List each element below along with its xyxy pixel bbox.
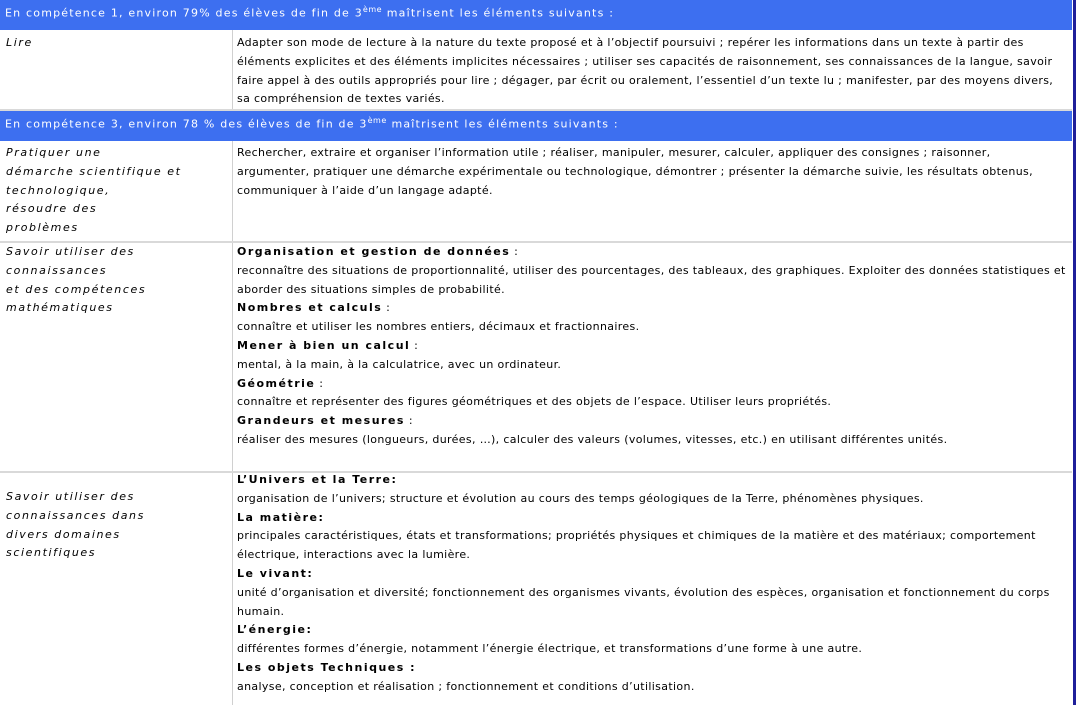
row-label [6, 144, 182, 238]
label-line: connaissances dans [6, 508, 145, 522]
section-text: unité d’organisation et diversité; fonctionnement des organismes vivants, évolution des espèces, organisation et fonctionnement du corps humain. [237, 585, 1050, 618]
label-line: Pratiquer une [6, 146, 102, 159]
competence-1-header-text: En compétence 1, environ 79% des élèves de fin de 3 [5, 6, 363, 20]
label-line: résoudre des [6, 202, 98, 216]
row-content: Organisation et gestion de données : reconnaître des situations de proportionnalité, utiliser des pourcentages, des tableaux, des graphiques. Exploiter des données statistiques et aborder des situations simples de probabilité. Nombres et calculs : connaître et utiliser les nombres entiers, décimaux et fractionnaires. Mener à bien un calcul : mental, à la main, à la calculatrice, avec un ordinateur. Géométrie : connaître et représenter des figures géométriques et des objets de l’espace. Utiliser leurs propriétés. Grandeurs et mesures : réaliser des mesures (longueurs, durées, …), calculer des valeurs (volumes, vitesses, etc.) en utilisant différentes unités. [237, 243, 1066, 450]
section-title: Géométrie [237, 376, 316, 390]
label-line: connaissances [6, 263, 108, 277]
section-text: connaître et représenter des figures géométriques et des objets de l’espace. Utiliser leurs propriétés. [237, 395, 832, 409]
label-line: démarche scientifique et [6, 164, 182, 178]
column-divider [232, 141, 233, 241]
label-line: divers domaines [6, 527, 121, 541]
section-title: Les objets Techniques : [237, 660, 417, 674]
section-text: principales caractéristiques, états et transformations; propriétés physiques et chimiques de la matière et des matériaux; comportement électrique, interactions avec la lumière. [237, 529, 1036, 562]
label-line: Savoir utiliser des [6, 245, 135, 258]
row-demarche [0, 141, 1072, 243]
section-title: L’énergie: [237, 623, 313, 637]
page-edge-rule [1073, 0, 1076, 705]
label-line: Savoir utiliser des [6, 490, 135, 503]
row-label [6, 488, 145, 563]
row-maths [0, 243, 1072, 473]
row-lire [0, 30, 1072, 111]
row-label [6, 243, 146, 318]
row-content [237, 471, 1066, 697]
section-text: organisation de l’univers; structure et évolution au cours des temps géologiques de la Terre, phénomènes physiques. [237, 491, 924, 505]
row-text: Adapter son mode de lecture à la nature du texte proposé et à l’objectif poursuivi ; repérer les informations dans un texte à partir des éléments explicites et des éléments implicites nécessaires ; utiliser ses capacités de raisonnement, ses connaissances de la langue, savoir faire appel à des outils appropriés pour lire ; dégager, par écrit ou oralement, l’essentiel d’un texte lu ; manifester, par des moyens divers, sa compréhension de textes variés. [237, 36, 1054, 106]
section-title: L’Univers et la Terre: [237, 473, 398, 486]
section-text: réaliser des mesures (longueurs, durées, …), calculer des valeurs (volumes, vitesses, etc.) en utilisant différentes unités. [237, 432, 948, 446]
section-text: connaître et utiliser les nombres entiers, décimaux et fractionnaires. [237, 320, 640, 334]
label-line: problèmes [6, 221, 79, 235]
section-title: Mener à bien un calcul [237, 338, 411, 352]
section-title: Nombres et calculs [237, 301, 383, 315]
superscript: ème [362, 5, 383, 14]
section-title: Grandeurs et mesures [237, 414, 405, 428]
label-line: technologique, [6, 183, 111, 197]
competence-1-header-suffix: maîtrisent les éléments suivants : [382, 6, 615, 20]
section-title: La matière: [237, 510, 325, 524]
section-text: différentes formes d’énergie, notamment l’énergie électrique, et transformations d’une forme à une autre. [237, 642, 863, 656]
competence-1-header [0, 0, 1072, 30]
row-text: Rechercher, extraire et organiser l’information utile ; réaliser, manipuler, mesurer, calculer, appliquer des consignes ; raisonner, argumenter, pratiquer une démarche expérimentale ou technologique, démontrer ; présenter la démarche suivie, les résultats obtenus, communiquer à l’aide d’un langage adapté. [237, 146, 1033, 197]
section-text: reconnaître des situations de proportionnalité, utiliser des pourcentages, des tableaux, des graphiques. Exploiter des données statistiques et aborder des situations simples de probabilité. [237, 263, 1066, 296]
label-line: scientifiques [6, 546, 97, 560]
competence-3-header-suffix: maîtrisent les éléments suivants : [386, 117, 619, 131]
label-line: mathématiques [6, 301, 114, 315]
column-divider [232, 473, 233, 705]
label-line: et des compétences [6, 282, 147, 296]
section-title: Organisation et gestion de données [237, 245, 511, 258]
competence-3-header [0, 111, 1072, 141]
competence-3-header-text: En compétence 3, environ 78 % des élèves de fin de 3 [5, 117, 368, 131]
section-title: Le vivant: [237, 566, 314, 580]
row-label: Lire [6, 36, 33, 49]
column-divider [232, 243, 233, 471]
section-text: mental, à la main, à la calculatrice, avec un ordinateur. [237, 357, 562, 371]
column-divider [232, 30, 233, 109]
superscript: ème [367, 116, 387, 125]
row-sciences [0, 473, 1072, 705]
section-text: analyse, conception et réalisation ; fonctionnement et conditions d’utilisation. [237, 679, 695, 693]
